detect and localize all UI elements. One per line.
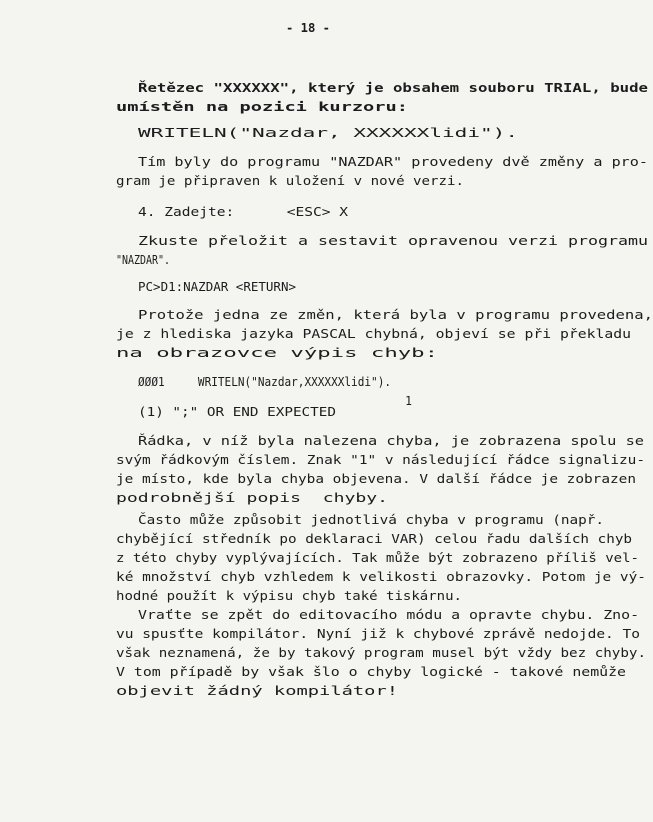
text-line: však neznamená, že by takový program musel být vždy bez chyby. [116, 646, 647, 660]
text-line: ØØØ1 WRITELN("Nazdar,XXXXXXlidi"). [138, 375, 392, 389]
text-line: ké množství chyb vzhledem k velikosti obrazovky. Potom je vý- [116, 570, 646, 584]
text-line: 1 [138, 394, 413, 408]
text-line: je místo, kde byla chyba objevena. V další řádce je zobrazen [116, 472, 636, 486]
text-line: chybějící středník po deklaraci VAR) celou řadu dalších chyb [116, 532, 633, 546]
text-line: V tom případě by však šlo o chyby logické - takové nemůže [116, 665, 627, 679]
text-line: Řádka, v níž byla nalezena chyba, je zobrazena spolu se [138, 434, 644, 448]
text-line: objevit žádný kompilátor! [116, 684, 398, 698]
text-line: vu spusťte kompilátor. Nyní již k chybové zprávě nedojde. To [116, 627, 640, 641]
text-line: WRITELN("Nazdar, XXXXXXlidi"). [138, 126, 519, 140]
text-line: gram je připraven k uložení v nové verzi. [116, 174, 464, 188]
text-line: Protože jedna ze změn, která byla v programu provedena, [138, 308, 653, 322]
text-line: Vraťte se zpět do editovacího módu a opravte chybu. Zno- [138, 608, 640, 622]
text-line: podrobnější popis chyby. [116, 491, 389, 505]
text-line: Tím byly do programu "NAZDAR" provedeny dvě změny a pro- [138, 155, 649, 169]
text-line: je z hlediska jazyka PASCAL chybná, objeví se při překladu [116, 327, 631, 341]
text-line: na obrazovce výpis chyb: [116, 346, 438, 360]
text-line: Zkuste přeložit a sestavit opravenou verzi programu [138, 234, 648, 248]
text-line: Řetězec "XXXXXX", který je obsahem souboru TRIAL, bude [138, 81, 648, 95]
text-line: 4. Zadejte: <ESC> X [138, 205, 348, 219]
page-number: - 18 - [286, 21, 331, 35]
text-line: "NAZDAR". [116, 253, 170, 267]
text-line: (1) ";" OR END EXPECTED [138, 405, 336, 419]
text-line: svým řádkovým číslem. Znak "1" v následující řádce signalizu- [116, 453, 646, 467]
text-line: hodné použít k výpisu chyb také tiskárnu. [116, 589, 463, 603]
text-line: z této chyby vyplývajících. Tak může být zobrazeno příliš vel- [116, 551, 639, 565]
text-line: PC>D1:NAZDAR <RETURN> [138, 280, 296, 294]
text-line: Často může způsobit jednotlivá chyba v programu (např. [138, 513, 605, 527]
text-line: umístěn na pozici kurzoru: [116, 100, 408, 114]
